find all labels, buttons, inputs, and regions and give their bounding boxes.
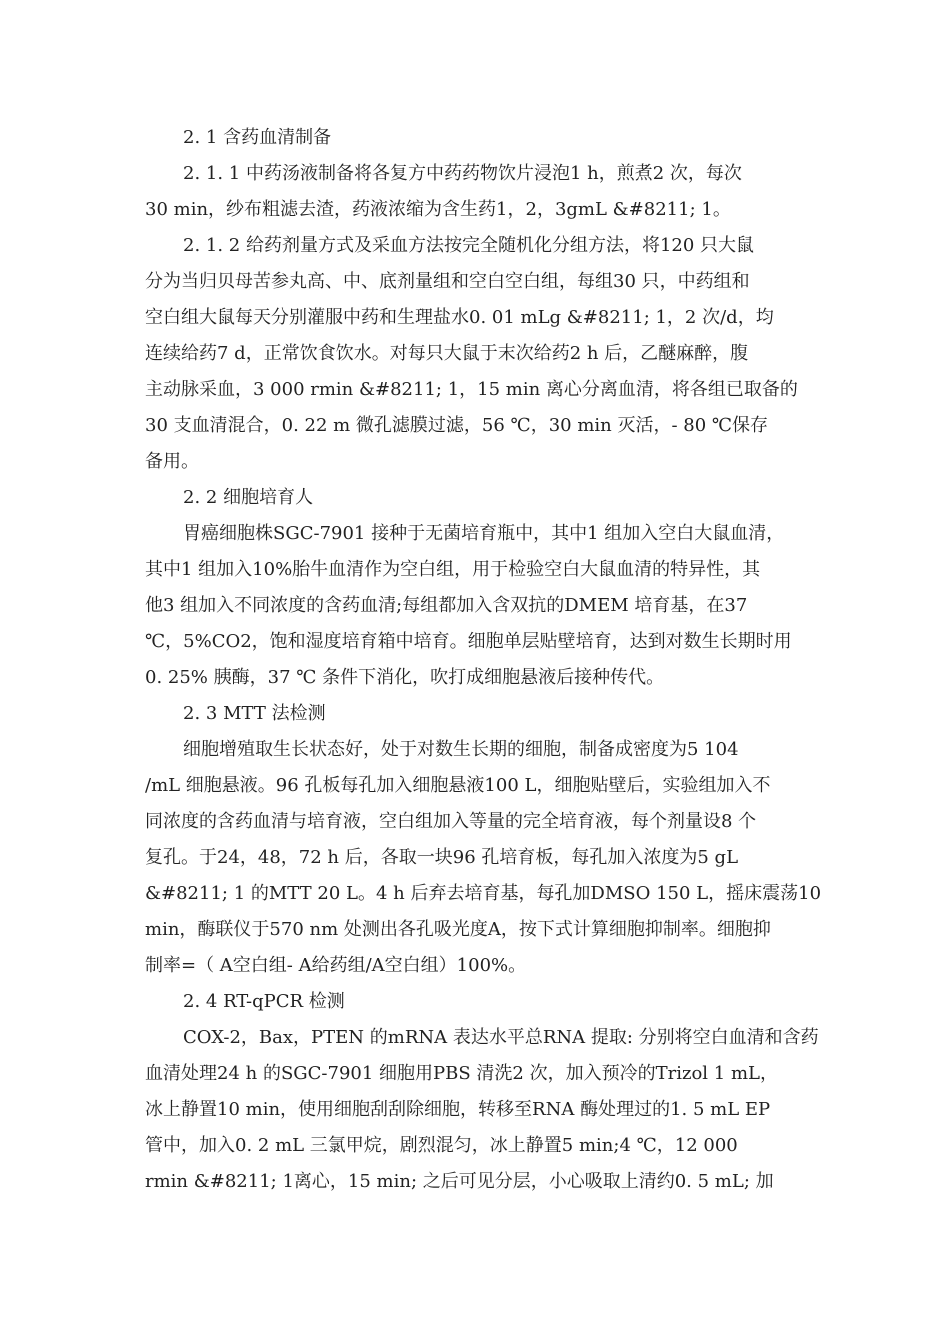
- paragraph-start-line: 2. 1. 1 中药汤液制备将各复方中药药物饮片浸泡1 h，煎煮2 次，每次: [183, 163, 742, 184]
- text-line: 制率=（ A空白组- A给药组/A空白组）100%。: [145, 955, 527, 976]
- text-line: 复孔。于24，48，72 h 后，各取一块96 孔培育板，每孔加入浓度为5 gL: [145, 847, 739, 868]
- text-line: rmin &#8211; 1离心，15 min; 之后可见分层，小心吸取上清约0. 5 mL; 加: [145, 1171, 774, 1192]
- paragraph-start-line: 2. 1 含药血清制备: [183, 127, 332, 148]
- text-line: 血清处理24 h 的SGC-7901 细胞用PBS 清洗2 次，加入预冷的Trizol 1 mL，: [145, 1063, 778, 1084]
- text-line: 其中1 组加入10%胎牛血清作为空白组，用于检验空白大鼠血清的特异性，其: [145, 559, 761, 580]
- paragraph-start-line: 细胞增殖取生长状态好，处于对数生长期的细胞，制备成密度为5 104: [183, 739, 739, 760]
- text-line: 0. 25% 胰酶，37 ℃ 条件下消化，吹打成细胞悬液后接种传代。: [145, 667, 665, 688]
- text-line: 冰上静置10 min，使用细胞刮刮除细胞，转移至RNA 酶处理过的1. 5 mL EP: [145, 1099, 771, 1120]
- text-line: 连续给药7 d，正常饮食饮水。对每只大鼠于末次给药2 h 后，乙醚麻醉，腹: [145, 343, 749, 364]
- paragraph-start-line: 胃癌细胞株SGC-7901 接种于无菌培育瓶中，其中1 组加入空白大鼠血清，: [183, 523, 785, 544]
- text-line: 备用。: [145, 451, 199, 472]
- text-line: 管中，加入0. 2 mL 三氯甲烷，剧烈混匀，冰上静置5 min;4 ℃，12 000: [145, 1135, 738, 1156]
- text-line: 他3 组加入不同浓度的含药血清;每组都加入含双抗的DMEM 培育基，在37: [145, 595, 748, 616]
- text-line: min，酶联仪于570 nm 处测出各孔吸光度A，按下式计算细胞抑制率。细胞抑: [145, 919, 771, 940]
- text-line: 30 min，纱布粗滤去渣，药液浓缩为含生药1，2，3gmL &#8211; 1。: [145, 199, 731, 220]
- paragraph-start-line: COX-2，Bax，PTEN 的mRNA 表达水平总RNA 提取: 分别将空白血清和含药: [183, 1027, 819, 1048]
- paragraph-start-line: 2. 1. 2 给药剂量方式及采血方法按完全随机化分组方法，将120 只大鼠: [183, 235, 755, 256]
- text-line: &#8211; 1 的MTT 20 L。4 h 后弃去培育基，每孔加DMSO 150 L，摇床震荡10: [145, 883, 822, 904]
- paragraph-start-line: 2. 2 细胞培育人: [183, 487, 314, 508]
- text-line: 分为当归贝母苦参丸高、中、底剂量组和空白空白组，每组30 只，中药组和: [145, 271, 750, 292]
- text-line: 同浓度的含药血清与培育液，空白组加入等量的完全培育液，每个剂量设8 个: [145, 811, 757, 832]
- text-line: 主动脉采血，3 000 rmin &#8211; 1，15 min 离心分离血清，将各组已取备的: [145, 379, 798, 400]
- document-body: [145, 120, 822, 1200]
- text-lines: [145, 120, 822, 1200]
- text-line: ℃，5%CO2，饱和湿度培育箱中培育。细胞单层贴壁培育，达到对数生长期时用: [145, 631, 792, 652]
- paragraph-start-line: 2. 4 RT-qPCR 检测: [183, 991, 345, 1012]
- text-line: /mL 细胞悬液。96 孔板每孔加入细胞悬液100 L，细胞贴壁后，实验组加入不: [145, 775, 771, 796]
- text-line: 空白组大鼠每天分别灌服中药和生理盐水0. 01 mLg &#8211; 1，2 次/d，均: [145, 307, 774, 328]
- text-line: 30 支血清混合，0. 22 m 微孔滤膜过滤，56 ℃，30 min 灭活，- 80 ℃保存: [145, 415, 769, 436]
- paragraph-start-line: 2. 3 MTT 法检测: [183, 703, 326, 724]
